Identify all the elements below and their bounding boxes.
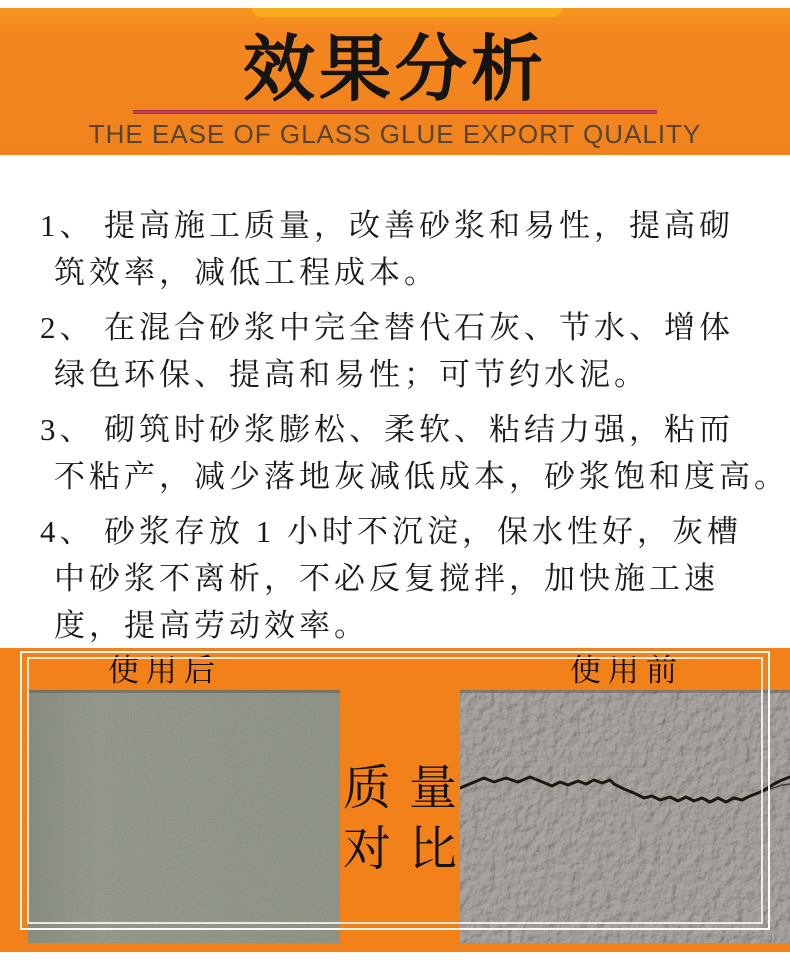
benefit-line: 度，提高劳动效率。	[54, 608, 369, 643]
after-use-label: 使用后	[108, 653, 222, 688]
cracked-wall-image	[460, 690, 790, 943]
benefit-item-4	[40, 508, 790, 649]
benefits-list	[38, 202, 790, 657]
before-use-photo	[460, 690, 790, 943]
comparison-section	[0, 648, 790, 952]
benefit-line: 筑效率，减低工程成本。	[54, 255, 439, 290]
benefit-item-2	[40, 304, 790, 398]
page-title: 效果分析	[242, 30, 547, 110]
header-banner	[0, 8, 790, 155]
before-use-label: 使用前	[570, 653, 684, 688]
benefit-line: 中砂浆不离析，不必反复搅拌，加快施工速	[54, 561, 719, 596]
benefit-number: 4、	[40, 514, 95, 549]
page-subtitle: THE EASE OF GLASS GLUE EXPORT QUALITY	[88, 119, 702, 149]
benefit-number: 1、	[40, 208, 95, 243]
benefit-item-3	[40, 406, 790, 500]
benefit-line: 砌筑时砂浆膨松、柔软、粘结力强，粘而	[104, 412, 734, 447]
quality-compare-label	[338, 690, 462, 943]
benefit-line: 绿色环保、提高和易性；可节约水泥。	[54, 357, 649, 392]
title-divider	[133, 110, 657, 114]
benefit-number: 3、	[40, 412, 95, 447]
after-use-photo	[28, 690, 340, 943]
benefit-line: 砂浆存放 1 小时不沉淀，保水性好，灰槽	[104, 514, 742, 549]
benefit-line: 提高施工质量，改善砂浆和易性，提高砌	[104, 208, 734, 243]
benefit-number: 2、	[40, 310, 95, 345]
quality-compare-line: 对 比	[342, 823, 457, 876]
benefit-line: 不粘产，减少落地灰减低成本，砂浆饱和度高。	[54, 459, 789, 494]
quality-compare-line: 质 量	[342, 762, 457, 815]
smooth-wall-image	[28, 690, 340, 943]
benefit-line: 在混合砂浆中完全替代石灰、节水、增体	[104, 310, 734, 345]
benefit-item-1	[40, 202, 790, 296]
banner-highlight	[252, 8, 562, 17]
